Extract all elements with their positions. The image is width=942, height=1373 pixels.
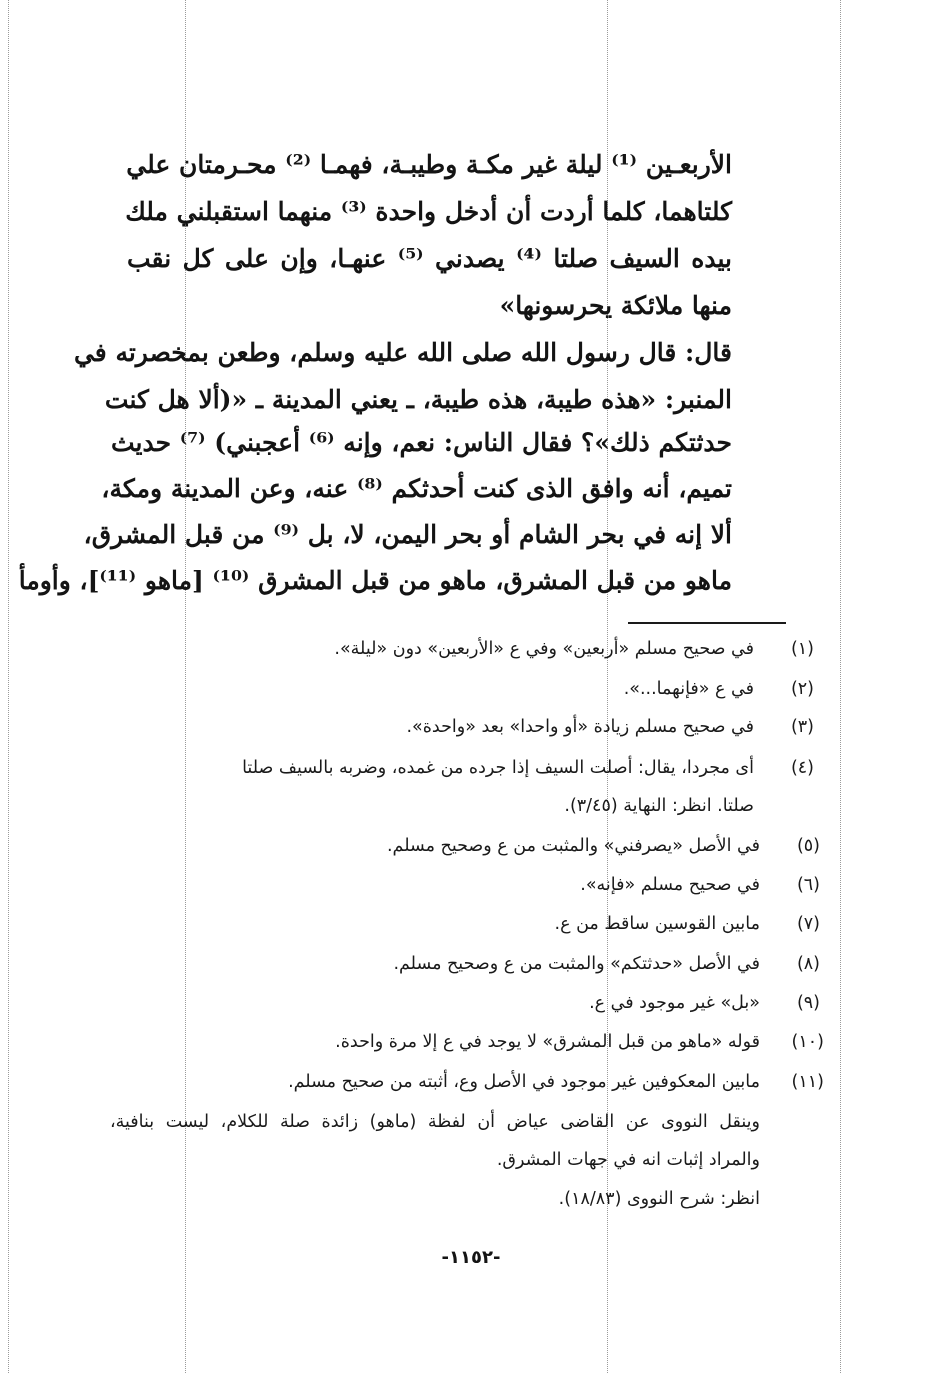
footnote	[580, 873, 820, 897]
footnote-number: (٧)	[796, 914, 820, 934]
footnote-number: (١)	[790, 639, 814, 659]
body-line: قال: قال رسول الله صلى الله عليه وسلم، وطعن بمخصرته في	[73, 338, 732, 367]
footnote	[589, 991, 820, 1015]
footnote-continuation: والمراد إثبات انه في جهات المشرق.	[496, 1150, 760, 1170]
footnote-text: في صحيح مسلم «فإنه».	[580, 875, 760, 895]
page-number: -١١٥٢-	[441, 1247, 501, 1268]
footnote	[624, 677, 814, 701]
footnote-text: «بل» غير موجود في ع.	[589, 993, 760, 1013]
footnote-number: (٩)	[796, 993, 820, 1013]
footnote	[387, 834, 820, 858]
footnote-continuation: وينقل النووى عن القاضى عياض أن لفظة (ماهو) زائدة صلة للكلام، ليست بنافية،	[110, 1112, 760, 1132]
footnote-text: مابين القوسين ساقط من ع.	[554, 914, 760, 934]
body-line: تميم، أنه وافق الذى كنت أحدثكم ⁽⁸⁾ عنه، وعن المدينة ومكة،	[101, 474, 732, 503]
footnote	[114, 756, 814, 780]
footnote-number: (٣)	[790, 717, 814, 737]
footnote-text: أى مجردا، يقال: أصلت السيف إذا جرده من غمده، وضربه بالسيف صلتا	[242, 758, 754, 778]
body-line: المنبر: «هذه طيبة، هذه طيبة، ـ يعني المدينة ـ «(ألا هل كنت	[104, 385, 732, 414]
footnote-number: (٤)	[790, 758, 814, 778]
footnote-number: (٦)	[796, 875, 820, 895]
body-line: بيده السيف صلتا ⁽⁴⁾ يصدني ⁽⁵⁾ عنهـا، وإن على كل نقب	[127, 244, 733, 273]
footnote-text: في الأصل «حدثتكم» والمثبت من ع وصحيح مسلم.	[393, 954, 760, 974]
footnote-number: (٢)	[790, 679, 814, 699]
footnote	[288, 1070, 824, 1094]
body-line: ماهو من قبل المشرق، ماهو من قبل المشرق ⁽¹⁰⁾ [ماهو ⁽¹¹⁾]، وأومأ	[18, 566, 732, 595]
footnote-text: مابين المعكوفين غير موجود في الأصل وع، أثبته من صحيح مسلم.	[288, 1072, 760, 1092]
body-line: ألا إنه في بحر الشام أو بحر اليمن، لا، بل ⁽⁹⁾ من قبل المشرق،	[83, 520, 732, 549]
footnote-number: (٨)	[796, 954, 820, 974]
footnote-number: (١١)	[791, 1072, 824, 1092]
footnote	[406, 715, 814, 739]
footnote-separator	[628, 622, 786, 624]
body-line: حدثتكم ذلك»؟ فقال الناس: نعم، وإنه ⁽⁶⁾ أعجبني) ⁽⁷⁾ حديث	[110, 428, 732, 457]
footnote-text: في ع «فإنهما...».	[623, 679, 754, 699]
footnote-text: في صحيح مسلم زيادة «أو واحدا» بعد «واحدة».	[406, 717, 754, 737]
scan-artifact-line	[8, 0, 10, 1373]
footnote	[335, 1030, 824, 1054]
footnote-number: (٥)	[796, 836, 820, 856]
footnote-text: في الأصل «يصرفني» والمثبت من ع وصحيح مسلم.	[386, 836, 760, 856]
scan-artifact-line	[840, 0, 842, 1373]
body-line: منها ملائكة يحرسونها»	[499, 291, 732, 320]
footnote-text: في صحيح مسلم «أربعين» وفي ع «الأربعين» دون «ليلة».	[334, 639, 754, 659]
body-line: كلتاهما، كلما أردت أن أدخل واحدة ⁽³⁾ منهما استقبلني ملك	[125, 197, 732, 226]
body-line: الأربعـين ⁽¹⁾ ليلة غير مكـة وطيبـة، فهمـا ⁽²⁾ محـرمتان علي	[126, 150, 732, 179]
footnote	[555, 912, 820, 936]
footnote-continuation: صلتا. انظر: النهاية (٣/٤٥).	[564, 796, 754, 816]
footnote	[334, 637, 814, 661]
footnote-continuation: انظر: شرح النووى (١٨/٨٣).	[558, 1189, 760, 1209]
footnote-text: قوله «ماهو من قبل المشرق» لا يوجد في ع إلا مرة واحدة.	[335, 1032, 760, 1052]
footnote-number: (١٠)	[791, 1032, 824, 1052]
footnote	[393, 952, 820, 976]
